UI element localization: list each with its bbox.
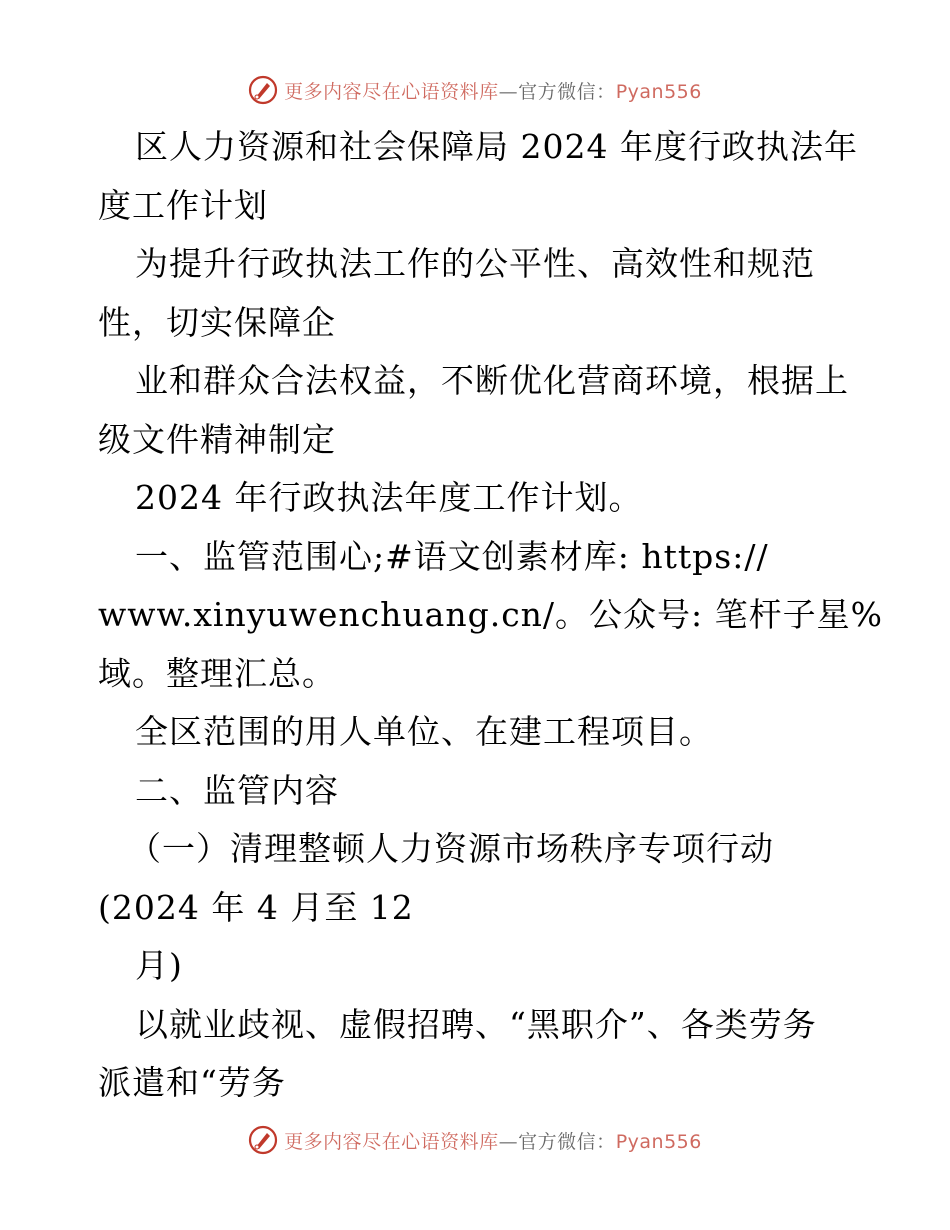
section-heading-content: 二、监管内容	[135, 770, 339, 810]
subsection-heading-1: （一）清理整顿人力资源市场秩序专项行动	[128, 829, 774, 868]
paragraph-line: 域。整理汇总。	[98, 653, 336, 693]
paragraph-line: 性，切实保障企	[98, 302, 336, 342]
section-heading-scope: 一、监管范围心;#语文创素材库: https://	[135, 536, 769, 576]
pen-logo-icon	[248, 75, 278, 105]
paragraph-line: 派遣和“劳务	[98, 1063, 286, 1102]
paragraph-line: 级文件精神制定	[98, 419, 336, 459]
paragraph-line: 全区范围的用人单位、在建工程项目。	[135, 712, 713, 751]
watermark-text: 更多内容尽在心语资料库—官方微信：Pyan556	[284, 80, 702, 103]
paragraph-line: www.xinyuwenchuang.cn/。公众号: 笔杆子星%	[98, 595, 884, 634]
paragraph-line: 为提升行政执法工作的公平性、高效性和规范	[135, 244, 815, 283]
paragraph-line: (2024 年 4 月至 12	[98, 887, 414, 927]
doc-title-line-2: 度工作计划	[98, 185, 268, 225]
pen-logo-icon	[248, 1125, 278, 1155]
header-watermark	[0, 70, 950, 110]
document-body	[98, 118, 884, 1113]
paragraph-line: 2024 年行政执法年度工作计划。	[135, 478, 643, 517]
watermark-text: 更多内容尽在心语资料库—官方微信：Pyan556	[284, 1130, 702, 1153]
paragraph-line: 业和群众合法权益，不断优化营商环境，根据上	[135, 361, 849, 400]
paragraph-line: 以就业歧视、虚假招聘、“黑职介”、各类劳务	[135, 1004, 817, 1044]
paragraph-line: 月)	[135, 946, 183, 985]
footer-watermark	[0, 1120, 950, 1160]
doc-title-line-1: 区人力资源和社会保障局 2024 年度行政执法年	[135, 127, 858, 166]
